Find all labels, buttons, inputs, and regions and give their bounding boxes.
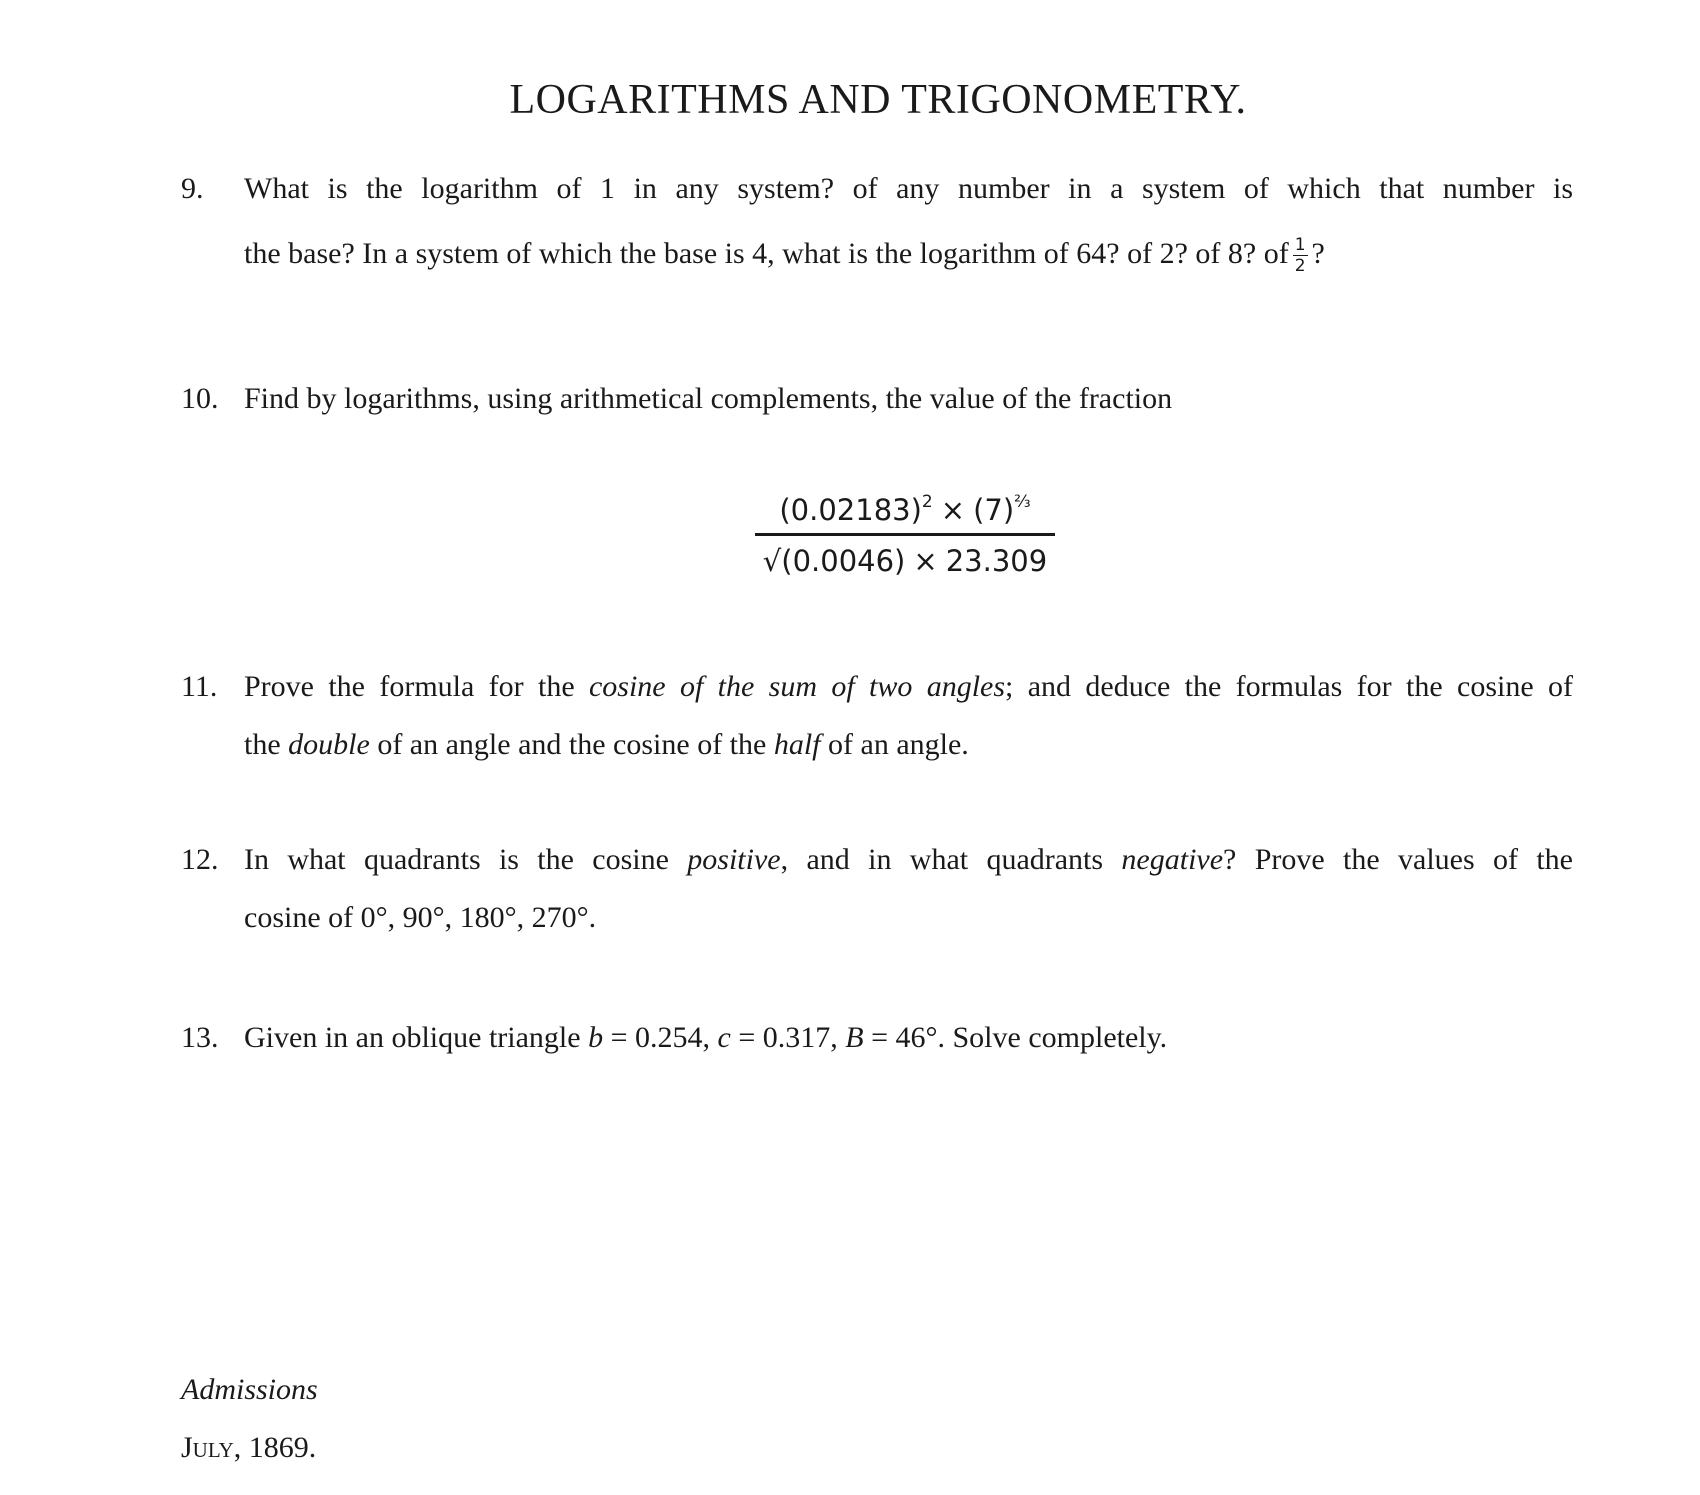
text-run: , and in what quadrants <box>780 843 1122 876</box>
emphasis-text: double <box>288 728 370 761</box>
question-text-line <box>244 728 969 762</box>
text-run: the <box>244 728 289 761</box>
emphasis-text: cosine of the sum of two angles <box>588 670 1006 703</box>
question-text-line <box>244 237 1325 275</box>
question-number: 13. <box>181 1021 219 1054</box>
fraction-numerator: 1 <box>1294 235 1306 256</box>
fraction-denominator <box>755 536 1055 578</box>
times-sign: × <box>940 493 966 527</box>
question-text-line <box>244 670 1573 704</box>
text-run: ? Prove the values of the <box>1223 843 1573 876</box>
denominator-root: √(0.0046) <box>762 544 906 578</box>
denominator-factor: 23.309 <box>945 544 1048 578</box>
numerator-exponent-1: 2 <box>921 492 933 512</box>
numerator-term-1: (0.02183) <box>779 493 922 527</box>
question-text-line <box>244 843 1573 877</box>
question-text-line <box>244 1021 1167 1055</box>
question-text-line: Find by logarithms, using arithmetical complements, the value of the fraction <box>244 382 1173 415</box>
numerator-exponent-2: ⅔ <box>1014 492 1031 512</box>
inline-fraction <box>1293 237 1308 275</box>
question-mark: ? <box>1311 237 1325 270</box>
question-number: 10. <box>181 382 219 415</box>
variable: b <box>588 1021 604 1054</box>
question-text-line: What is the logarithm of 1 in any system? of any number in a system of which that number is <box>244 172 1573 205</box>
emphasis-text: half <box>773 728 821 761</box>
question-number: 11. <box>181 670 218 703</box>
footer-department: Admissions <box>181 1373 318 1406</box>
footer-date: July, 1869. <box>181 1431 317 1464</box>
text-run: = 0.254, <box>603 1021 718 1054</box>
question-number: 9. <box>181 172 204 205</box>
display-fraction <box>755 492 1055 578</box>
numerator-term-2: (7) <box>973 493 1015 527</box>
text-run: ; and deduce the formulas for the cosine of <box>1005 670 1573 703</box>
text-run: = 46°. Solve completely. <box>863 1021 1168 1054</box>
variable: B <box>845 1021 864 1054</box>
emphasis-text: positive <box>687 843 781 876</box>
emphasis-text: negative <box>1121 843 1224 876</box>
text-run: Prove the formula for the <box>244 670 589 703</box>
fraction-denominator: 2 <box>1294 256 1306 277</box>
text-run: Given in an oblique triangle <box>244 1021 589 1054</box>
text-run: of an angle. <box>820 728 969 761</box>
page-title: LOGARITHMS AND TRIGONOMETRY. <box>509 77 1247 124</box>
fraction-numerator <box>755 492 1055 536</box>
variable: c <box>717 1021 731 1054</box>
times-sign: × <box>913 544 938 578</box>
text-run: of an angle and the cosine of the <box>369 728 774 761</box>
text-run: = 0.317, <box>730 1021 846 1054</box>
text-run: In what quadrants is the cosine <box>244 843 688 876</box>
question-text: the base? In a system of which the base is 4, what is the logarithm of 64? of 2? of 8? of <box>244 237 1289 270</box>
question-number: 12. <box>181 843 219 876</box>
question-text-line: cosine of 0°, 90°, 180°, 270°. <box>244 901 597 934</box>
